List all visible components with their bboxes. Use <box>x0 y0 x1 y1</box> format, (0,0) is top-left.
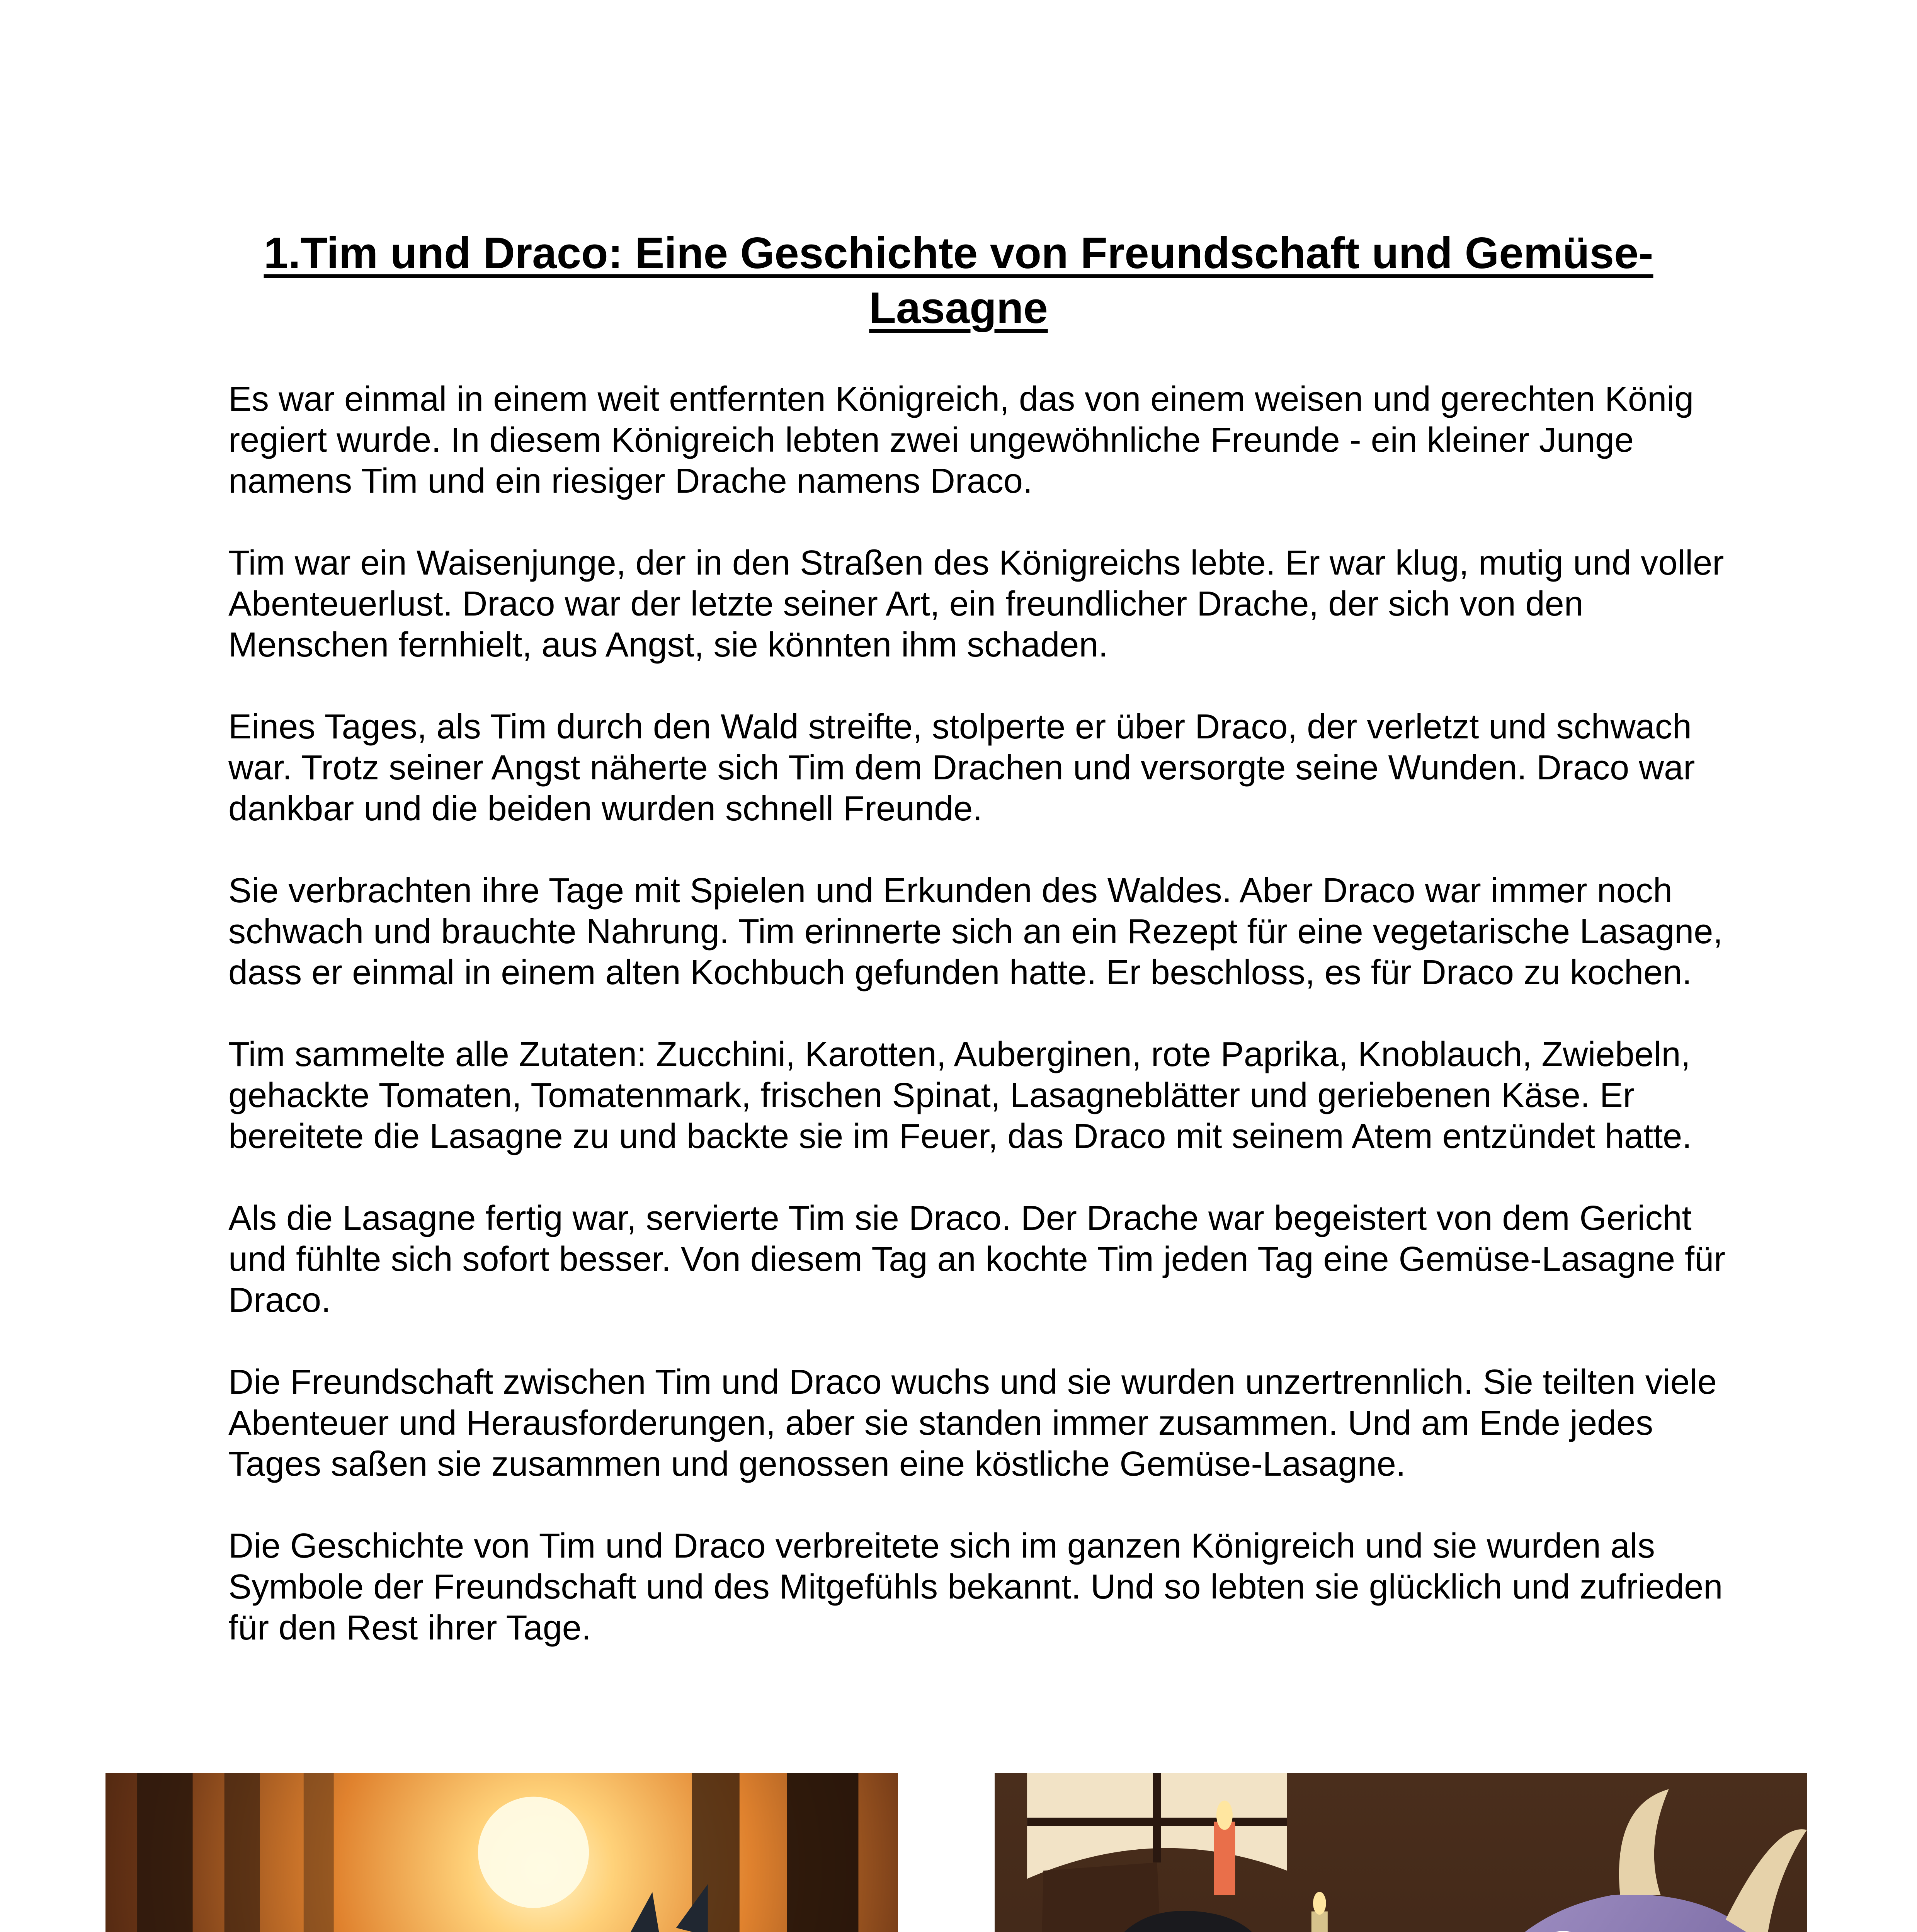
forest-campfire-illustration <box>105 1773 898 1932</box>
story-paragraph: Sie verbrachten ihre Tage mit Spielen und Erkunden des Waldes. Aber Draco war immer noch schwach und brauchte Nahrung. Tim erinnerte sich an ein Rezept für eine vegetarische Lasagne, dass er einmal in einem alten Kochbuch gefunden hatte. Er beschloss, es für Draco zu kochen. <box>228 871 1723 992</box>
story-paragraph: Tim sammelte alle Zutaten: Zucchini, Karotten, Auberginen, rote Paprika, Knoblauch, Zwiebeln, gehackte Tomaten, Tomatenmark, frischen Spinat, Lasagneblätter und geriebenen Käse. Er bereitete die Lasagne zu und backte sie im Feuer, das Draco mit seinem Atem entzündet hatte. <box>228 1035 1692 1156</box>
story-paragraph: Tim war ein Waisenjunge, der in den Straßen des Königreichs lebte. Er war klug, mutig und voller Abenteuerlust. Draco war der letzte seiner Art, ein freundlicher Drache, der sich von den Menschen fernhielt, aus Angst, sie könnten ihm schaden. <box>228 544 1724 664</box>
story-title: 1.Tim und Draco: Eine Geschichte von Freundschaft und Gemüse-Lasagne <box>264 229 1653 333</box>
story-paragraph: Die Freundschaft zwischen Tim und Draco wuchs und sie wurden unzertrennlich. Sie teilten viele Abenteuer und Herausforderungen, aber sie standen immer zusammen. Und am Ende jedes Tages saßen sie zusammen und genossen eine köstliche Gemüse-Lasagne. <box>228 1363 1717 1483</box>
story-paragraph: Die Geschichte von Tim und Draco verbreitete sich im ganzen Königreich und sie wurden als Symbole der Freundschaft und des Mitgefühls bekannt. Und so lebten sie glücklich und zufrieden für den Rest ihrer Tage. <box>228 1527 1723 1647</box>
story-paragraph: Eines Tages, als Tim durch den Wald streifte, stolperte er über Draco, der verletzt und schwach war. Trotz seiner Angst näherte sich Tim dem Drachen und versorgte seine Wunden. Draco war dankbar und die beiden wurden schnell Freunde. <box>228 707 1695 828</box>
story-body <box>228 379 1735 1689</box>
story-paragraph: Es war einmal in einem weit entfernten Königreich, das von einem weisen und gerechten König regiert wurde. In diesem Königreich lebten zwei ungewöhnliche Freunde - ein kleiner Junge namens Tim und ein riesiger Drache namens Draco. <box>228 380 1694 500</box>
story-paragraph: Als die Lasagne fertig war, servierte Tim sie Draco. Der Drache war begeistert von dem Gericht und fühlte sich sofort besser. Von diesem Tag an kochte Tim jeden Tag eine Gemüse-Lasagne für Draco. <box>228 1199 1726 1320</box>
lasagna-dinner-illustration <box>995 1773 1807 1932</box>
